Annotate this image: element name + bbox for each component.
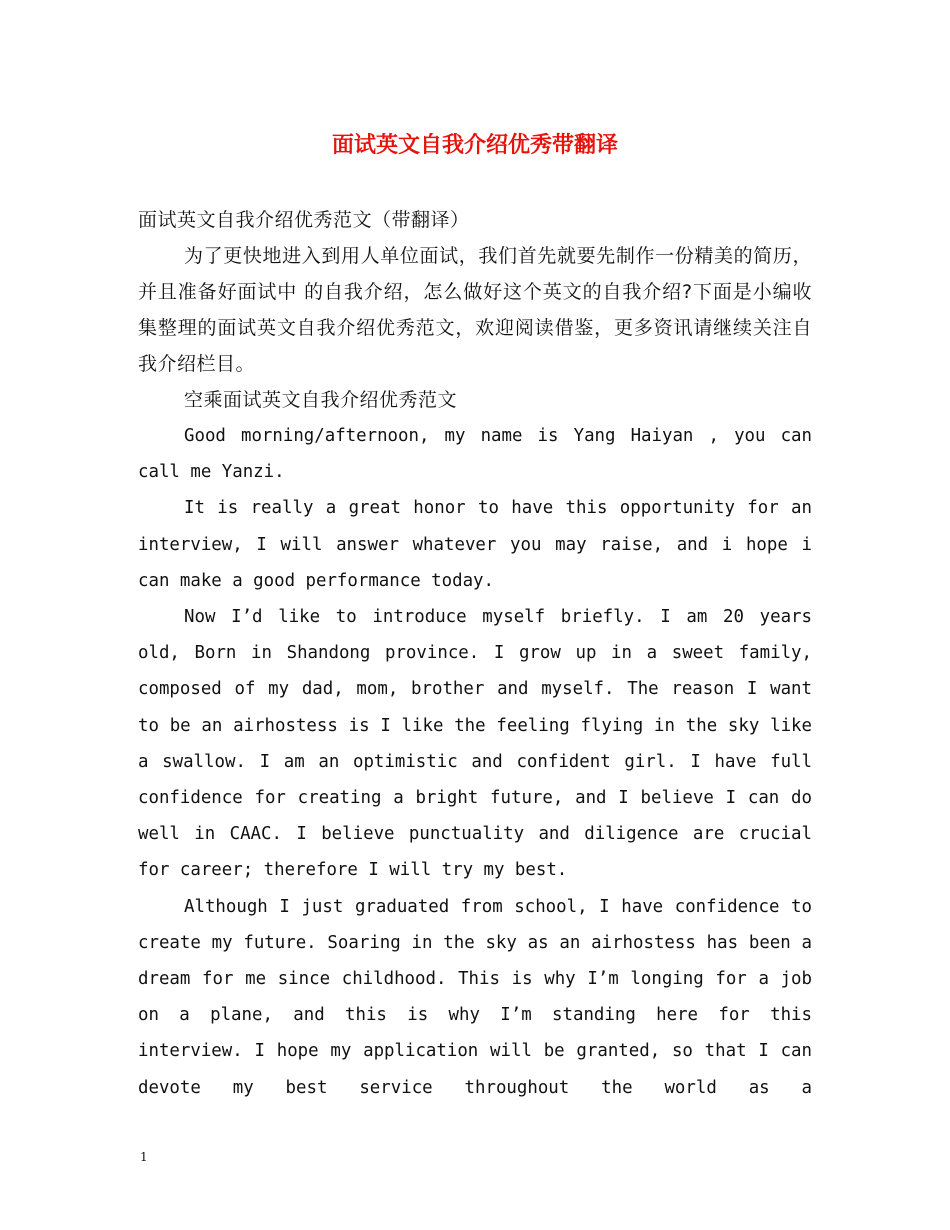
english-paragraph-greeting: Good morning/afternoon, my name is Yang Haiyan , you can call me Yanzi. [138,426,812,483]
intro-paragraph: 为了更快地进入到用人单位面试，我们首先就要先制作一份精美的简历，并且准备好面试中 的自我介绍，怎么做好这个英文的自我介绍?下面是小编收集整理的面试英文自我介绍优秀范文，欢迎阅读借鉴，更多资讯请继续关注自我介绍栏目。 [138,245,812,375]
subtitle-paragraph: 面试英文自我介绍优秀范文（带翻译） [138,209,470,231]
document-body [138,202,812,1106]
section-heading: 空乘面试英文自我介绍优秀范文 [184,389,458,411]
english-paragraph-graduation: Although I just graduated from school, I have confidence to create my future. Soaring in the sky as an airhostess has been a dream for me since childhood. This is why I’m longing for a job on a plane, and this is why I’m standing here for this interview. I hope my application will be granted, so that I can devote my best service throughout the world as a [138,896,812,1098]
english-paragraph-introduction: Now I’d like to introduce myself briefly. I am 20 years old, Born in Shandong province. I grow up in a sweet family, composed of my dad, mom, brother and myself. The reason I want to be an airhostess is I like the feeling flying in the sky like a swallow. I am an optimistic and confident girl. I have full confidence for creating a bright future, and I believe I can do well in CAAC. I believe punctuality and diligence are crucial for career; therefore I will try my best. [138,607,812,881]
english-paragraph-honor: It is really a great honor to have this opportunity for an interview, I will answer whatever you may raise, and i hope i can make a good performance today. [138,498,812,591]
document-title: 面试英文自我介绍优秀带翻译 [331,133,618,158]
page-number: 1 [140,1150,148,1164]
